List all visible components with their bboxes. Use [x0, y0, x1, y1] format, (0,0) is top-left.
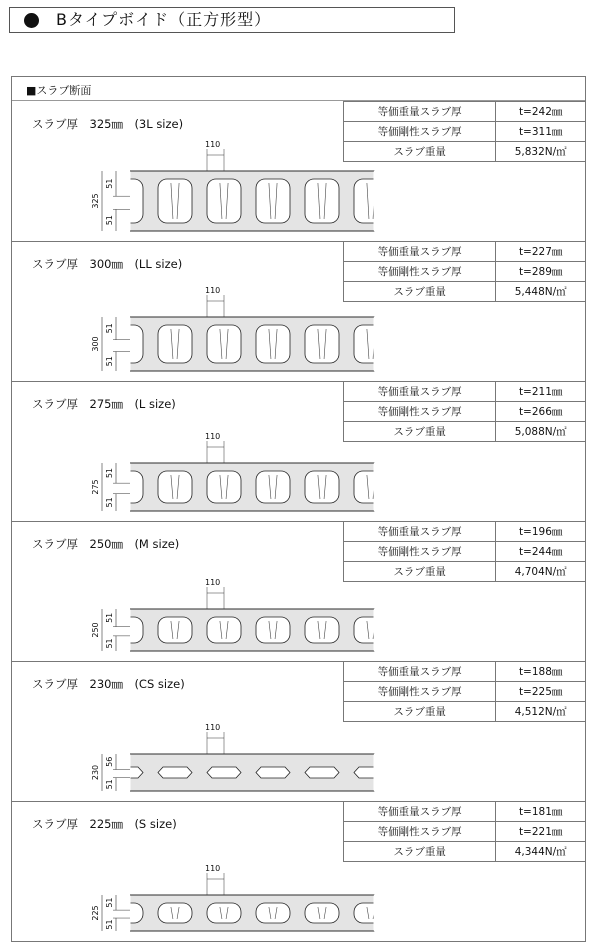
spec-label: 等価重量スラブ厚: [344, 802, 496, 822]
title-box: [9, 7, 455, 33]
slab-cross-section: [12, 691, 392, 801]
void-width-label: 110: [205, 723, 221, 732]
spec-value: 5,088N/㎡: [496, 422, 585, 442]
void-element: [158, 767, 192, 778]
spec-label: 等価重量スラブ厚: [344, 102, 496, 122]
void-element: [305, 767, 339, 778]
spec-label: スラブ重量: [344, 422, 496, 442]
void-element: [207, 325, 241, 363]
slab-cross-section: [12, 551, 392, 661]
void-element: [158, 471, 192, 503]
spec-value: 5,832N/㎡: [496, 142, 585, 162]
slab-section: [12, 241, 585, 381]
section-title: スラブ厚 300㎜ (LL size): [32, 257, 183, 271]
void-element: [305, 903, 339, 923]
spec-label: 等価重量スラブ厚: [344, 382, 496, 402]
spec-value: 4,512N/㎡: [496, 702, 585, 722]
slab-section: [12, 801, 585, 941]
slab-section: [12, 101, 585, 241]
spec-label: スラブ重量: [344, 282, 496, 302]
spec-value: t=244㎜: [496, 542, 585, 562]
spec-value: t=221㎜: [496, 822, 585, 842]
slab-cross-section: [12, 131, 392, 241]
spec-label: 等価剛性スラブ厚: [344, 822, 496, 842]
spec-label: 等価剛性スラブ厚: [344, 262, 496, 282]
bottom-cover-dim-label: 51: [105, 497, 114, 508]
void-element: [256, 471, 290, 503]
thickness-dim-label: 300: [91, 336, 100, 352]
top-cover-dim-label: 56: [105, 756, 114, 767]
void-element: [207, 179, 241, 223]
bottom-cover-dim-label: 51: [105, 779, 114, 790]
spec-value: t=242㎜: [496, 102, 585, 122]
void-width-label: 110: [205, 864, 221, 873]
slab-cross-section: [12, 831, 392, 941]
top-cover-dim-label: 51: [105, 178, 114, 189]
top-cover-dim-label: 51: [105, 467, 114, 479]
slab-section-panel: [11, 76, 586, 942]
spec-value: 4,344N/㎡: [496, 842, 585, 862]
section-title: スラブ厚 325㎜ (3L size): [32, 117, 184, 131]
spec-value: t=227㎜: [496, 242, 585, 262]
bottom-cover-dim-label: 51: [105, 215, 114, 226]
slab-section: [12, 381, 585, 521]
spec-label: スラブ重量: [344, 562, 496, 582]
section-title: スラブ厚 250㎜ (M size): [32, 537, 180, 551]
slab-section: [12, 661, 585, 801]
spec-label: 等価剛性スラブ厚: [344, 682, 496, 702]
void-width-label: 110: [205, 140, 221, 149]
spec-value: t=196㎜: [496, 522, 585, 542]
thickness-dim-label: 325: [91, 193, 100, 209]
void-element: [158, 617, 192, 643]
bullet-dot-icon: [24, 13, 39, 28]
void-element: [256, 179, 290, 223]
thickness-dim-label: 275: [91, 479, 100, 495]
spec-value: t=289㎜: [496, 262, 585, 282]
spec-value: 5,448N/㎡: [496, 282, 585, 302]
spec-row: [344, 242, 586, 262]
spec-label: スラブ重量: [344, 142, 496, 162]
spec-value: t=266㎜: [496, 402, 585, 422]
bottom-cover-dim-label: 51: [105, 638, 114, 649]
void-element: [256, 325, 290, 363]
void-element: [158, 325, 192, 363]
bottom-cover-dim-label: 51: [105, 919, 114, 930]
top-cover-dim-label: 51: [105, 612, 114, 623]
page-title: Bタイプボイド（正方形型）: [56, 10, 272, 29]
spec-value: t=211㎜: [496, 382, 585, 402]
spec-row: [344, 102, 586, 122]
thickness-dim-label: 250: [91, 622, 100, 638]
void-element: [305, 471, 339, 503]
void-element: [256, 903, 290, 923]
void-width-label: 110: [205, 578, 221, 587]
slab-cross-section: [12, 411, 392, 521]
spec-value: t=311㎜: [496, 122, 585, 142]
slab-cross-section: [12, 271, 392, 381]
spec-value: t=181㎜: [496, 802, 585, 822]
thickness-dim-label: 225: [91, 905, 100, 921]
void-element: [305, 617, 339, 643]
bottom-cover-dim-label: 51: [105, 356, 114, 367]
slab-section: [12, 521, 585, 661]
void-width-label: 110: [205, 432, 221, 441]
thickness-dim-label: 230: [91, 764, 100, 781]
void-element: [158, 179, 192, 223]
void-element: [305, 179, 339, 223]
top-cover-dim-label: 51: [105, 897, 114, 908]
void-element: [207, 617, 241, 643]
section-title: スラブ厚 225㎜ (S size): [32, 817, 177, 831]
void-element: [207, 767, 241, 778]
void-element: [256, 617, 290, 643]
top-cover-dim-label: 51: [105, 323, 114, 334]
void-element: [158, 903, 192, 923]
spec-row: [344, 802, 586, 822]
section-title: スラブ厚 275㎜ (L size): [32, 397, 176, 411]
void-element: [305, 325, 339, 363]
spec-label: スラブ重量: [344, 702, 496, 722]
panel-heading: ■スラブ断面: [26, 84, 92, 97]
spec-label: 等価重量スラブ厚: [344, 242, 496, 262]
spec-label: 等価剛性スラブ厚: [344, 122, 496, 142]
spec-value: t=188㎜: [496, 662, 585, 682]
void-width-label: 110: [205, 286, 221, 295]
spec-label: 等価重量スラブ厚: [344, 522, 496, 542]
spec-row: [344, 522, 586, 542]
void-element: [207, 471, 241, 503]
spec-label: 等価重量スラブ厚: [344, 662, 496, 682]
spec-value: t=225㎜: [496, 682, 585, 702]
void-element: [256, 767, 290, 778]
spec-row: [344, 382, 586, 402]
void-element: [207, 903, 241, 923]
spec-label: 等価剛性スラブ厚: [344, 402, 496, 422]
spec-row: [344, 662, 586, 682]
panel-header: [12, 77, 585, 101]
spec-label: 等価剛性スラブ厚: [344, 542, 496, 562]
spec-label: スラブ重量: [344, 842, 496, 862]
spec-value: 4,704N/㎡: [496, 562, 585, 582]
section-title: スラブ厚 230㎜ (CS size): [32, 677, 185, 691]
